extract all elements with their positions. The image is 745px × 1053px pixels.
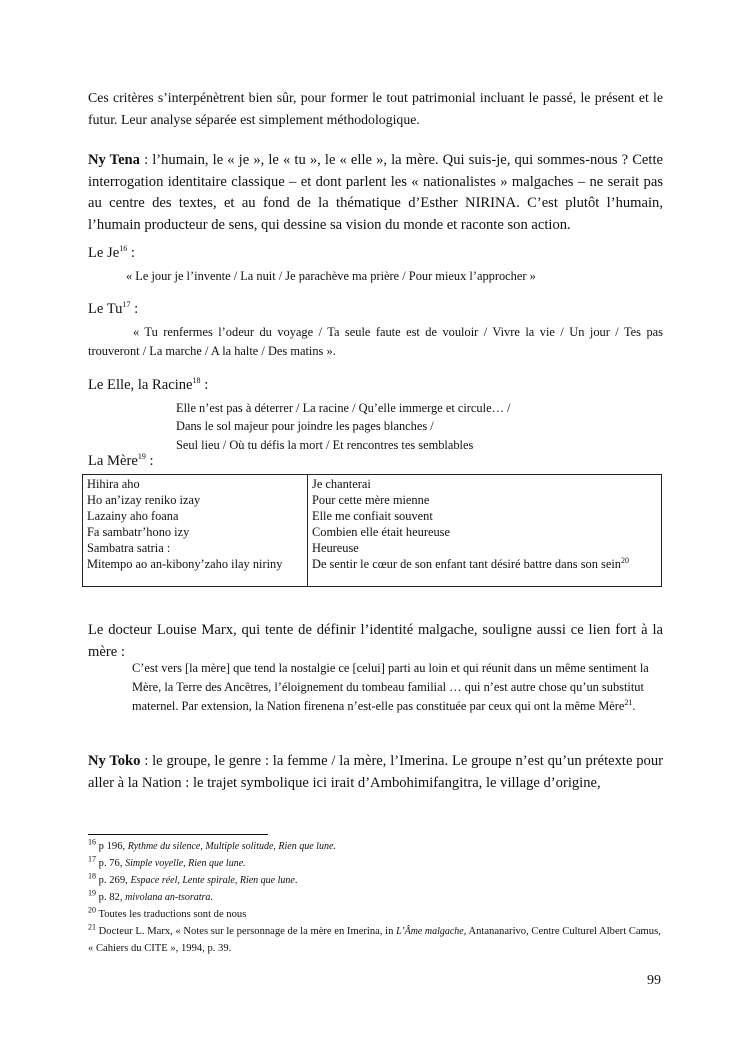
la-mere-text: La Mère bbox=[88, 453, 138, 469]
malagasy-line: Lazainy aho foana bbox=[87, 509, 179, 523]
le-tu-label bbox=[88, 301, 138, 318]
footnote-title: Rythme du silence, Multiple solitude, Rien que lune. bbox=[127, 841, 336, 852]
french-line: Pour cette mère mienne bbox=[312, 493, 430, 507]
le-elle-text: Le Elle, la Racine bbox=[88, 377, 193, 393]
malagasy-line: Ho an’izay reniko izay bbox=[87, 493, 201, 507]
french-column bbox=[308, 475, 662, 587]
marx-blockquote bbox=[132, 659, 663, 716]
ny-tena-paragraph bbox=[88, 150, 663, 236]
ny-tena-heading: Ny Tena bbox=[88, 152, 140, 168]
le-je-label bbox=[88, 245, 135, 262]
french-line bbox=[312, 556, 657, 572]
malagasy-line: Fa sambatr’hono izy bbox=[87, 525, 190, 539]
footnote-text: p. 76, bbox=[98, 858, 126, 869]
le-je-quote: « Le jour je l’invente / La nuit / Je parachève ma prière / Pour mieux l’approcher » bbox=[126, 269, 536, 283]
footnote-title: Espace réel, Lente spirale, Rien que lune bbox=[130, 875, 295, 886]
footnote-ref-17: 17 bbox=[122, 300, 131, 310]
footnote-text: Docteur L. Marx, « Notes sur le personnage de la mère en Imerina, in bbox=[98, 926, 397, 937]
le-elle-label bbox=[88, 377, 208, 394]
footnote-ref-16: 16 bbox=[119, 244, 128, 254]
footnote-number: 17 bbox=[88, 854, 96, 864]
footnote-title: mivolana an-tsoratra. bbox=[125, 892, 213, 903]
malagasy-line: Mitempo ao an-kibony’zaho ilay niriny bbox=[87, 557, 283, 571]
footnote-divider bbox=[88, 834, 268, 835]
footnote-number: 19 bbox=[88, 888, 96, 898]
french-line: Heureuse bbox=[312, 541, 359, 555]
footnote-text: p 196, bbox=[98, 841, 128, 852]
footnote-number: 20 bbox=[88, 905, 96, 915]
footnote-text: p. 269, bbox=[98, 875, 131, 886]
poem-translation-table bbox=[82, 474, 662, 587]
ny-tena-text: : l’humain, le « je », le « tu », le « elle », la mère. Qui suis-je, qui sommes-nous ? Cette interrogation identitaire classique – et dont parlent les « nationalistes » malgaches – ne serait pas au centre des textes, et au fond de la thématique d’Esther NIRINA. C’est plutôt l’humain, l’humain producteur de sens, qui dessine sa vision du monde et raconte son action. bbox=[88, 152, 663, 233]
le-elle-colon: : bbox=[200, 377, 209, 393]
intro-paragraph: Ces critères s’interpénètrent bien sûr, pour former le tout patrimonial incluant le passé, le présent et le futur. Leur analyse séparée est simplement méthodologique. bbox=[88, 90, 663, 127]
table-row bbox=[83, 475, 662, 587]
footnote-tail: , Antananarivo, Centre Culturel Albert Camus, « Cahiers du CITE », 1994, p. 39. bbox=[88, 926, 661, 954]
le-elle-quote bbox=[176, 399, 511, 454]
footnote-ref-21: 21 bbox=[624, 697, 633, 707]
malagasy-line: Sambatra satria : bbox=[87, 541, 171, 555]
elle-line: Elle n’est pas à déterrer / La racine / Qu’elle immerge et circule… / bbox=[176, 401, 511, 415]
footnote bbox=[88, 872, 663, 889]
footnote bbox=[88, 906, 663, 923]
footnote-number: 16 bbox=[88, 837, 96, 847]
footnote bbox=[88, 889, 663, 906]
footnote-number: 18 bbox=[88, 871, 96, 881]
footnote-text: p. 82, bbox=[98, 892, 126, 903]
elle-line: Dans le sol majeur pour joindre les pages blanches / bbox=[176, 419, 434, 434]
footnotes bbox=[88, 838, 663, 957]
footnote bbox=[88, 923, 663, 957]
ny-toko-heading: Ny Toko bbox=[88, 753, 141, 769]
le-je-colon: : bbox=[127, 245, 135, 261]
footnote-number: 21 bbox=[88, 922, 96, 932]
footnote-text: Toutes les traductions sont de nous bbox=[98, 909, 247, 920]
le-tu-text: Le Tu bbox=[88, 301, 123, 317]
elle-line: Seul lieu / Où tu défis la mort / Et rencontres tes semblables bbox=[176, 437, 474, 452]
footnote bbox=[88, 838, 663, 855]
ny-toko-text: : le groupe, le genre : la femme / la mère, l’Imerina. Le groupe n’est qu’un prétexte pour aller à la Nation : le trajet symbolique ici irait d’Ambohimifangitra, le village d’origine, bbox=[88, 753, 663, 791]
french-line: Je chanterai bbox=[312, 477, 371, 491]
french-line: Combien elle était heureuse bbox=[312, 525, 450, 539]
french-line: Elle me confiait souvent bbox=[312, 509, 433, 523]
page-number: 99 bbox=[647, 973, 661, 988]
footnote-tail: . bbox=[294, 875, 298, 886]
malagasy-line: Hihira aho bbox=[87, 477, 140, 491]
footnote-ref-19: 19 bbox=[137, 452, 146, 462]
marx-quote-text: C’est vers [la mère] que tend la nostalgie ce [celui] parti au loin et qui réunit dans un même sentiment la Mère, la Terre des Ancêtres, l’éloignement du tombeau familial … qui n’est autre chose qu’un substitut maternel. Par extension, la Nation firenena n’est-elle pas constituée par ceux qui ont la même Mère bbox=[132, 661, 649, 713]
la-mere-colon: : bbox=[145, 453, 154, 469]
footnote-ref-20: 20 bbox=[620, 555, 629, 565]
ny-toko-paragraph bbox=[88, 751, 663, 794]
footnote-title: L’Âme malgache bbox=[396, 926, 464, 937]
footnote-ref-18: 18 bbox=[192, 376, 201, 386]
french-line-text: De sentir le cœur de son enfant tant désiré battre dans son sein bbox=[312, 557, 621, 571]
marx-intro-paragraph: Le docteur Louise Marx, qui tente de définir l’identité malgache, souligne aussi ce lien fort à la mère : bbox=[88, 622, 663, 660]
malagasy-column bbox=[83, 475, 308, 587]
footnote-title: Simple voyelle, Rien que lune. bbox=[125, 858, 246, 869]
marx-quote-end: . bbox=[632, 699, 636, 713]
le-je-text: Le Je bbox=[88, 245, 120, 261]
footnote bbox=[88, 855, 663, 872]
le-tu-quote: « Tu renfermes l’odeur du voyage / Ta seule faute est de vouloir / Vivre la vie / Un jour / Tes pas trouveront / La marche / A la halte / Des matins ». bbox=[88, 325, 663, 358]
le-tu-colon: : bbox=[130, 301, 139, 317]
la-mere-label bbox=[88, 453, 154, 470]
